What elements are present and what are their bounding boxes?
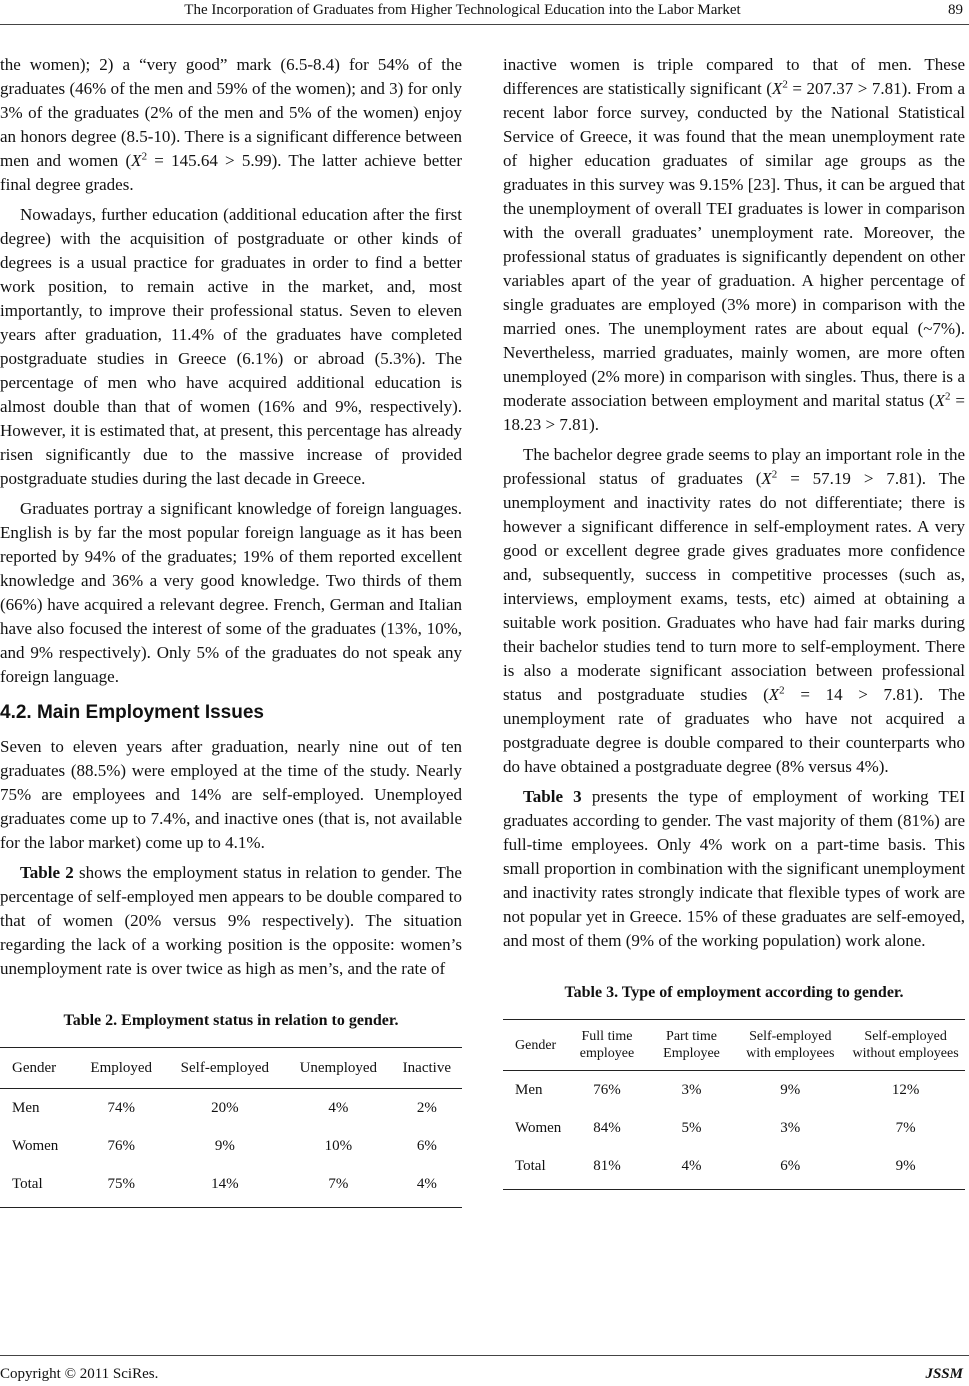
page-number: 89	[948, 2, 963, 18]
table-cell: 5%	[681, 1120, 702, 1136]
table-cell: Total	[503, 1147, 565, 1190]
table-header-row	[0, 1048, 462, 1089]
table-cell: 84%	[593, 1120, 621, 1136]
table-header-cell: Unemployed	[285, 1048, 392, 1089]
table-cell: 4%	[392, 1165, 462, 1208]
paragraph: Nowadays, further education (additional education after the first degree) with the acquisition of postgraduate or other kinds of degrees is a usual practice for graduates in order to find a better work position, to remain active in the market, and, most importantly, to improve their professional status. Seven to eleven years after graduation, 11.4% of the graduates have completed postgraduate studies in Greece (6.1%) or abroad (5.3%). The percentage of men who have acquired additional education is almost double than that of women (16% and 9%, respectively). However, it is estimated that, at present, this percentage has already risen significantly due to the massive increase of provided postgraduate studies during the last decade in Greece.	[0, 205, 462, 488]
paragraph: Graduates portray a significant knowledge of foreign languages. English is by far the most popular foreign language as it has been reported by 94% of the graduates; 19% of them reported excellent knowledge and 36% a very good knowledge. Two thirds of them (66%) have acquired a relevant degree. French, German and Italian have also focused the interest of some of the graduates (13%, 10%, and 9% respectively). Only 5% of the graduates do not speak any foreign language.	[0, 499, 462, 686]
table-header-cell: Part time Employee	[649, 1020, 735, 1071]
table-cell: 3%	[681, 1082, 702, 1098]
table-header-cell: Employed	[78, 1048, 165, 1089]
table-header-cell: Self-employed	[165, 1048, 285, 1089]
table-cell: 74%	[107, 1100, 135, 1116]
table-header-cell: Inactive	[392, 1048, 462, 1089]
table-3	[503, 1019, 965, 1190]
table-header-cell: Self-employed with employees	[734, 1020, 846, 1071]
paragraph: Seven to eleven years after graduation, nearly nine out of ten graduates (88.5%) were employed at the time of the study. Nearly 75% are employees and 14% are self-employed. Unemployed graduates come up to 7.4%, and inactive ones (that is, not available for the labor market) come up to 4.1%.	[0, 737, 462, 852]
right-column	[503, 53, 965, 1190]
table-cell: Men	[515, 1082, 543, 1098]
table-header-cell: Gender	[0, 1048, 78, 1089]
table-cell: 9%	[846, 1147, 965, 1190]
table-cell: 7%	[895, 1120, 916, 1136]
table-cell: 9%	[780, 1082, 801, 1098]
running-title: The Incorporation of Graduates from Higher Technological Education into the Labor Market	[184, 2, 741, 18]
table-2-caption: Table 2. Employment status in relation to gender.	[63, 1012, 399, 1029]
table-cell: 6%	[734, 1147, 846, 1190]
copyright-notice: Copyright © 2011 SciRes.	[0, 1366, 159, 1382]
table-cell: 7%	[285, 1165, 392, 1208]
paragraph	[0, 861, 462, 981]
table-cell: 4%	[328, 1100, 349, 1116]
paragraph-text: shows the employment status in relation to gender. The percentage of self-employed men appears to be double compared to that of women (20% versus 9% respectively). The situation regarding the lack of a working position is the opposite: women’s unemployment rate is over twice as high as men’s, and the rate of	[0, 863, 462, 978]
table-2	[0, 1047, 462, 1208]
paragraph: the women); 2) a “very good” mark (6.5-8.4) for 54% of the graduates (46% of the men and 59% of the women); and 3) for only 3% of the graduates (2% of the men and 5% of the women) enjoy an honors degree (8.5-10). There is a significant difference between men and women $(X^2 = 145.64 > 5.99)$. The latter achieve better final degree grades.	[0, 55, 463, 194]
table-header-row	[503, 1020, 965, 1071]
table-cell: 4%	[649, 1147, 735, 1190]
table-cell: 9%	[214, 1138, 235, 1154]
table-cell: 10%	[324, 1138, 353, 1154]
table-reference: Table 2	[20, 863, 74, 882]
table-cell: 81%	[565, 1147, 648, 1190]
table-row	[0, 1127, 462, 1165]
table-cell: 6%	[416, 1138, 437, 1154]
table-cell: Women	[515, 1120, 562, 1136]
table-cell: Total	[0, 1165, 78, 1208]
page-header	[0, 0, 969, 25]
table-row	[503, 1071, 965, 1110]
table-reference: Table 3	[523, 787, 582, 806]
table-cell: 20%	[211, 1100, 239, 1116]
table-3-caption: Table 3. Type of employment according to gender.	[564, 984, 904, 1001]
paragraph: The bachelor degree grade seems to play an important role in the professional status of graduates $(X^2 = 57.19 > 7.81)$. The unemployment and inactivity rates do not differentiate; there is however a significant difference in self-employment rates. A very good or excellent degree grade gives graduates more confidence and, subsequently, success in competitive processes (such as, interviews, employment exams, tests, etc) aimed at obtaining a suitable work position. Graduates who have had fair marks during their bachelor studies tend to turn more to self-employment. There is also a moderate significant association between professional status and postgraduate studies $(X^2 = 14 > 7.81)$. The unemployment rate of graduates who have not acquired a postgraduate degree is double compared to their counterparts who do have obtained a postgraduate degree (8% versus 4%).	[503, 445, 966, 776]
table-cell: 76%	[593, 1082, 621, 1098]
table-cell: Men	[12, 1100, 40, 1116]
paragraph-text: presents the type of employment of working TEI graduates according to gender. The vast majority of them (81%) are full-time employees. Only 4% work on a part-time basis. This small proportion in combination with the significant unemployment and inactivity rates strongly indicate that flexible types of work are not popular yet in Greece. 15% of these graduates are self-emoyed, and most of them (9% of the working population) work alone.	[503, 787, 965, 950]
paragraph	[503, 785, 965, 953]
table-row	[0, 1165, 462, 1208]
left-column	[0, 53, 462, 1208]
table-cell: 76%	[107, 1138, 135, 1154]
table-header-cell: Full time employee	[565, 1020, 648, 1071]
table-cell: 14%	[165, 1165, 285, 1208]
table-row	[503, 1147, 965, 1190]
table-row	[503, 1109, 965, 1147]
paragraph: inactive women is triple compared to that of men. These differences are statistically significant $(X^2 = 207.37 > 7.81)$. From a recent labor force survey, conducted by the National Statistical Service of Greece, it was found that the mean unemployment rate of higher education graduates of similar age groups as the graduates in this survey was 9.15% [23]. Thus, it can be argued that the unemployment of overall TEI graduates is lower in comparison with the overall graduates’ unemployment rate. Moreover, the professional status of graduates is significantly dependent on other variables apart of the year of graduation. A higher percentage of single graduates are employed (3% more) in comparison with the married ones. The unemployment rates are about equal (~7%). Nevertheless, married graduates, mainly women, are more often unemployed (2% more) in comparison with singles. Thus, there is a moderate association between employment and marital status $(X^2 = 18.23 > 7.81)$.	[503, 55, 966, 434]
table-cell: 75%	[78, 1165, 165, 1208]
journal-abbrev: JSSM	[925, 1366, 963, 1382]
table-cell: 3%	[780, 1120, 801, 1136]
table-row	[0, 1089, 462, 1128]
table-cell: 12%	[891, 1082, 920, 1098]
table-cell: 2%	[416, 1100, 437, 1116]
table-header-cell: Self-employed without employees	[846, 1020, 965, 1071]
page-footer	[0, 1355, 969, 1386]
table-header-cell: Gender	[503, 1020, 565, 1071]
table-cell: Women	[12, 1138, 59, 1154]
section-heading: 4.2. Main Employment Issues	[0, 702, 264, 723]
